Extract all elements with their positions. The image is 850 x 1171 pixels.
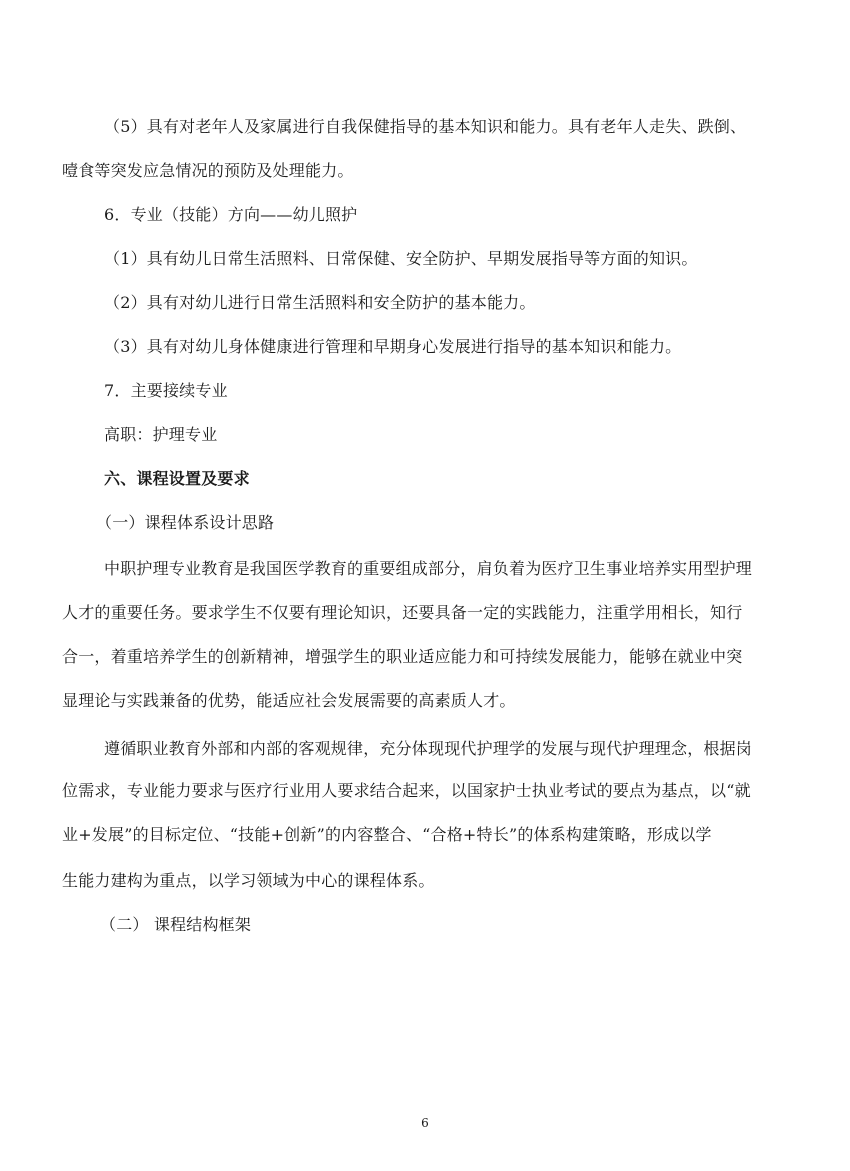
paragraph-line: 位需求，专业能力要求与医疗行业用人要求结合起来，以国家护士执业考试的要点为基点，以“就 xyxy=(62,781,751,800)
paragraph-line: 人才的重要任务。要求学生不仅要有理论知识，还要具备一定的实践能力，注重学用相长，知行 xyxy=(62,603,743,622)
chapter-title: 六、课程设置及要求 xyxy=(104,469,250,488)
paragraph-line: 中职护理专业教育是我国医学教育的重要组成部分，肩负着为医疗卫生事业培养实用型护理 xyxy=(104,559,753,578)
section-heading: 6．专业（技能）方向——幼儿照护 xyxy=(104,205,358,224)
paragraph-line: 合一，着重培养学生的创新精神，增强学生的职业适应能力和可持续发展能力，能够在就业中突 xyxy=(62,647,743,666)
paragraph-line: （5）具有对老年人及家属进行自我保健指导的基本知识和能力。具有老年人走失、跌倒、 xyxy=(104,117,747,136)
paragraph-line: 遵循职业教育外部和内部的客观规律，充分体现现代护理学的发展与现代护理理念，根据岗 xyxy=(104,739,753,758)
paragraph-line: 生能力建构为重点，以学习领域为中心的课程体系。 xyxy=(62,871,435,890)
paragraph-line: 业+发展”的目标定位、“技能+创新”的内容整合、“合格+特长”的体系构建策略，形成以学 xyxy=(62,825,712,844)
page-number: 6 xyxy=(421,1116,429,1130)
paragraph-line: 高职：护理专业 xyxy=(104,425,218,444)
section-heading: 7．主要接续专业 xyxy=(104,381,228,400)
list-item: （3）具有对幼儿身体健康进行管理和早期身心发展进行指导的基本知识和能力。 xyxy=(104,337,682,356)
subsection-heading: （二） 课程结构框架 xyxy=(100,915,252,934)
subsection-heading: （一）课程体系设计思路 xyxy=(96,513,275,532)
paragraph-line: 噎食等突发应急情况的预防及处理能力。 xyxy=(62,161,354,180)
list-item: （1）具有幼儿日常生活照料、日常保健、安全防护、早期发展指导等方面的知识。 xyxy=(104,249,698,268)
list-item: （2）具有对幼儿进行日常生活照料和安全防护的基本能力。 xyxy=(104,293,536,312)
paragraph-line: 显理论与实践兼备的优势，能适应社会发展需要的高素质人才。 xyxy=(62,691,516,710)
